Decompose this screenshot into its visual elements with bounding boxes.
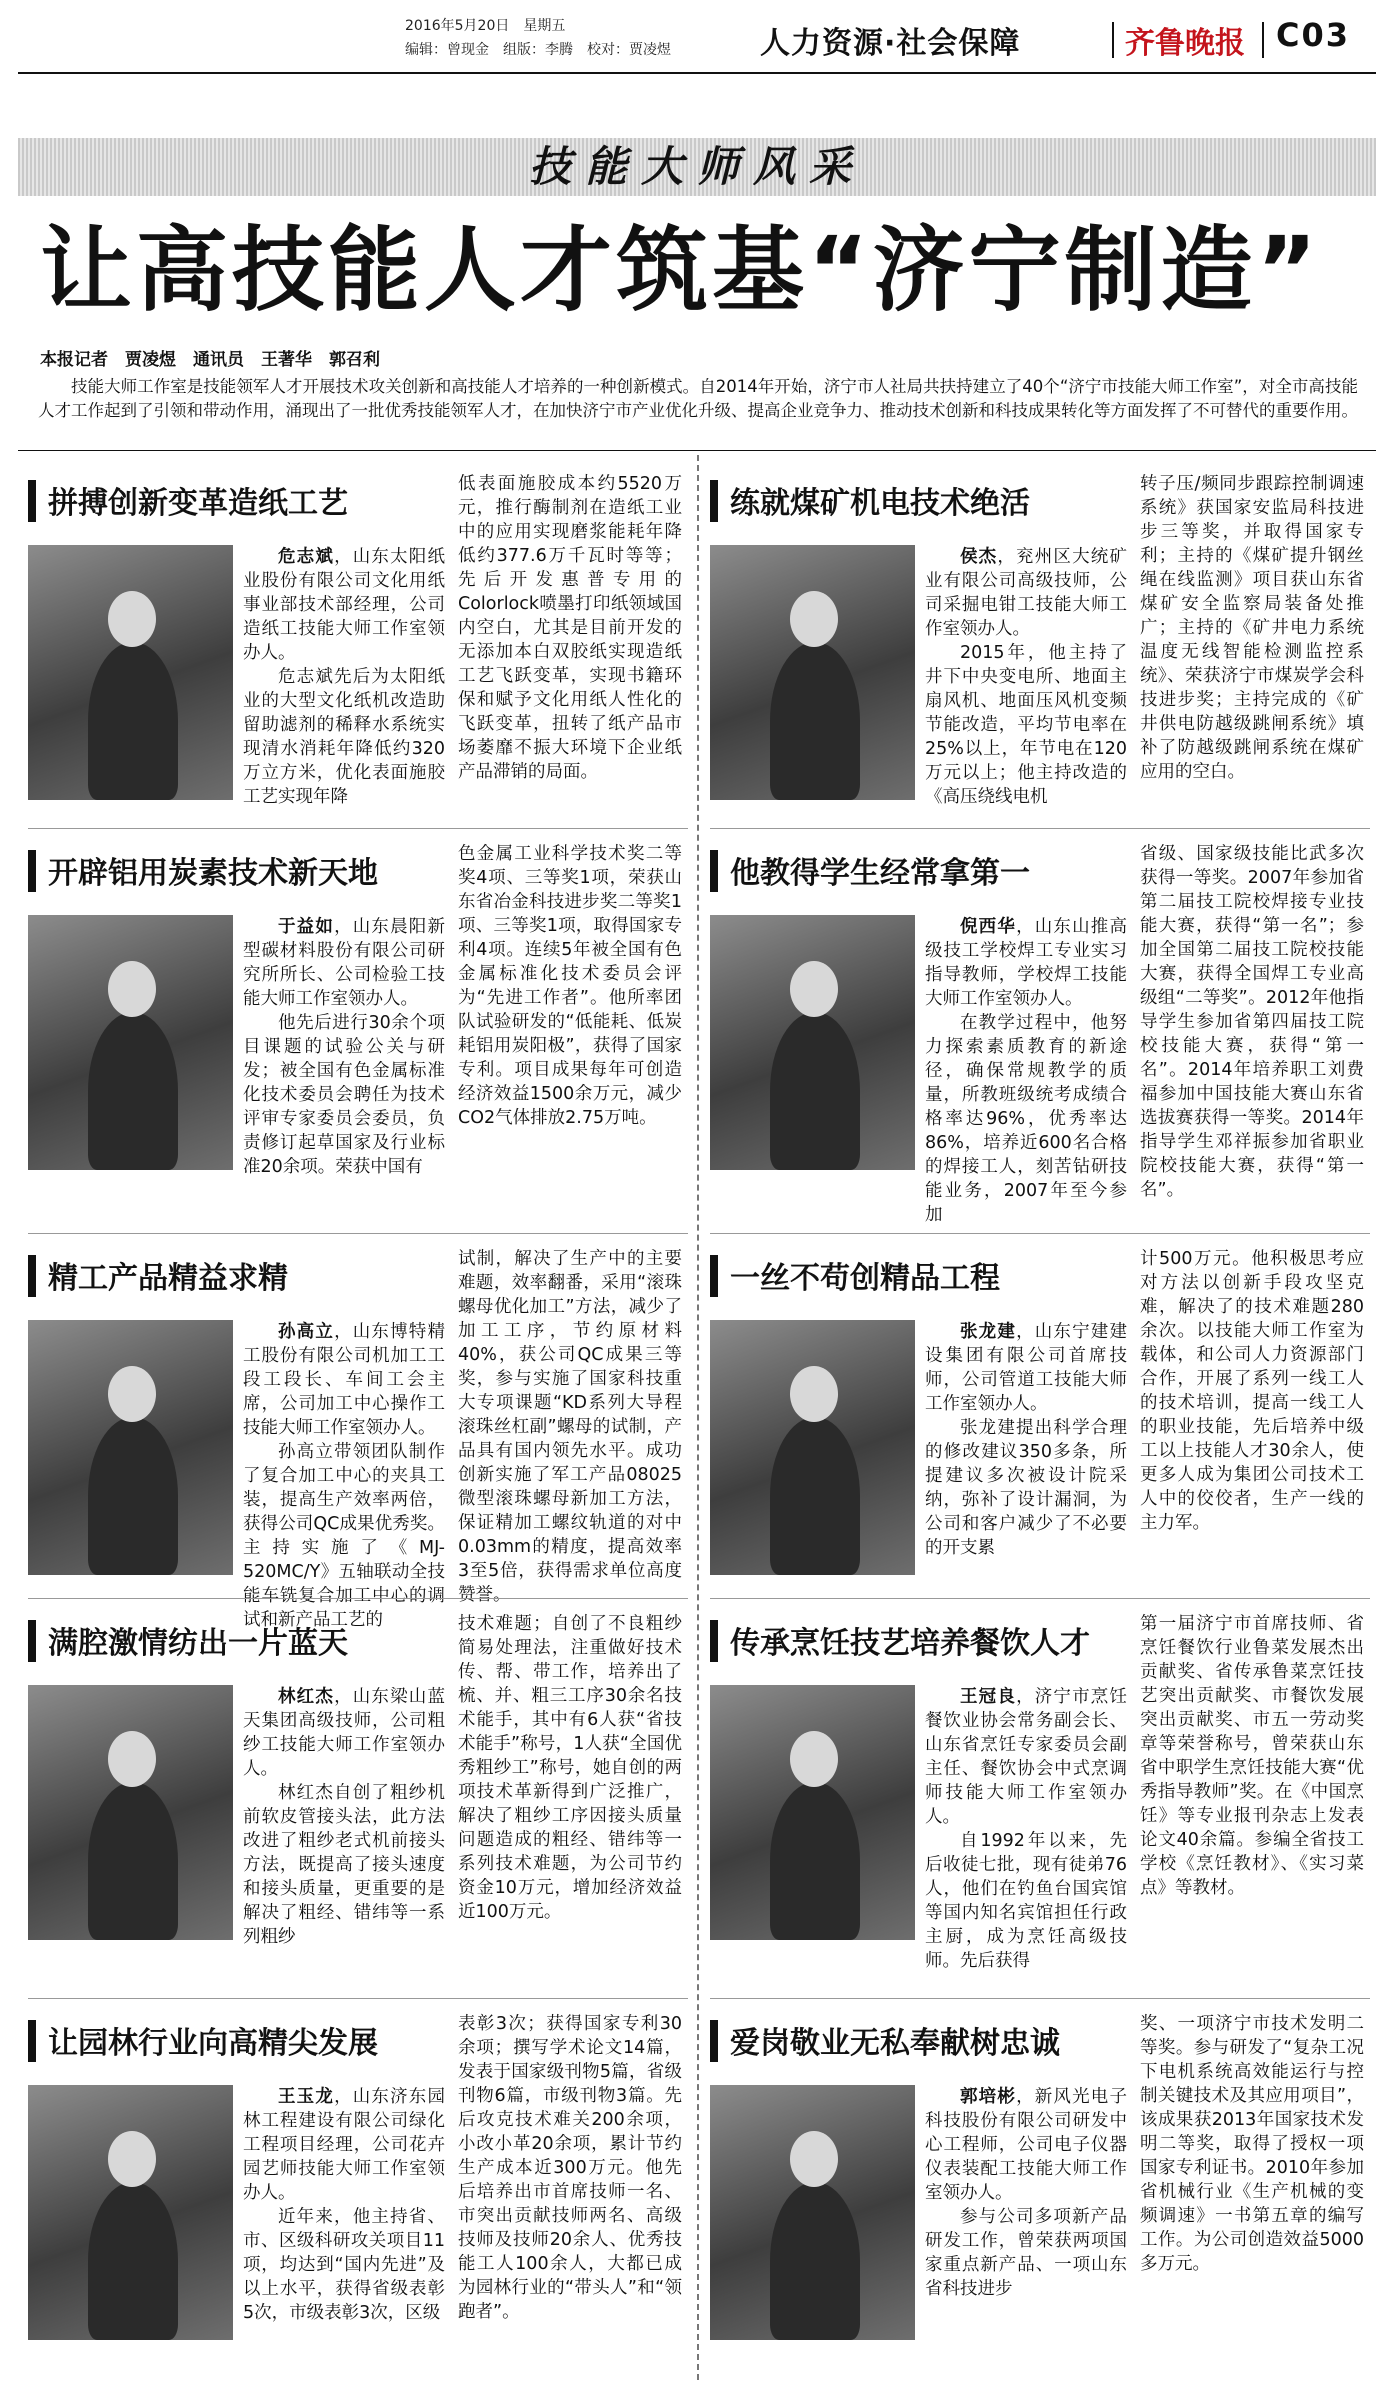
- article-separator: [28, 828, 688, 829]
- article-body-left: [925, 2085, 1127, 2375]
- article: [28, 840, 688, 1235]
- article-title-marker: [28, 1255, 36, 1297]
- article-title-marker: [710, 1255, 718, 1297]
- person-silhouette: [88, 2182, 178, 2340]
- achievement-paragraph: 近年来，他主持省、市、区级科研攻关项目11项，均达到“国内先进”及以上水平，获得省级表彰5次，市级表彰3次，区级: [243, 2207, 445, 2323]
- main-headline: 让高技能人才筑基“济宁制造”: [40, 217, 1321, 324]
- person-silhouette: [770, 1012, 860, 1170]
- person-silhouette: [770, 2182, 860, 2340]
- newspaper-logo: 齐鲁晚报: [1125, 26, 1245, 61]
- achievement-paragraph: 孙高立带领团队制作了复合加工中心的夹具工装，提高生产效率两倍，获得公司QC成果优秀奖。主持实施了《MJ-520MC/Y》五轴联动全技能车铣复合加工中心的调试和新产品工艺的: [243, 1442, 445, 1630]
- person-intro: ，山东晨阳新型碳材料股份有限公司研究所所长、公司检验工技能大师工作室领办人。: [243, 917, 445, 1009]
- article: [28, 1245, 688, 1630]
- person-face: [108, 961, 156, 1017]
- intro-paragraph: 技能大师工作室是技能领军人才开展技术攻关创新和高技能人才培养的一种创新模式。自2014年开始，济宁市人社局共扶持建立了40个“济宁市技能大师工作室”，对全市高技能人才工作起到了引领和带动作用，涌现出了一批优秀技能领军人才，在加快济宁市产业优化升级、提高企业竞争力、推动技术创新和科技成果转化等方面发挥了不可替代的重要作用。: [38, 377, 1358, 420]
- article-title: 练就煤矿机电技术绝活: [730, 486, 1030, 521]
- article-body-right: 技术难题；自创了不良粗纱简易处理法，注重做好技术传、帮、带工作，培养出了梳、并、粗三工序30余名技术能手，其中有6人获“省技术能手”称号，1人获“全国优秀粗纱工”称号，她自创的两项技术革新得到广泛推广，解决了粗纱工序因接头质量问题造成的粗经、错纬等一系列技术难题，为公司节约资金10万元，增加经济效益近100万元。: [458, 1614, 682, 1922]
- article-body-right: 色金属工业科学技术奖二等奖4项、三等奖1项，荣获山东省冶金科技进步奖二等奖1项、三等奖1项，取得国家专利4项。连续5年被全国有色金属标准化技术委员会评为“先进工作者”。他所率团队试验研发的“低能耗、低炭耗铝用炭阳极”，获得了国家专利。项目成果每年可创造经济效益1500余万元，减少CO2气体排放2.75万吨。: [458, 844, 682, 1128]
- article-title-marker: [28, 480, 36, 522]
- column-banner: [18, 138, 1376, 196]
- person-intro: ，济宁市烹饪餐饮业协会常务副会长、山东省烹饪专家委员会副主任、餐饮协会中式烹调师技能大师工作室领办人。: [925, 1687, 1127, 1827]
- article-separator: [710, 1598, 1370, 1599]
- issue-date: 2016年5月20日 星期五: [405, 18, 566, 34]
- article-body-left: [243, 1320, 445, 1630]
- article: [28, 1610, 688, 2000]
- article-body-left: [925, 1320, 1127, 1595]
- person-silhouette: [770, 1417, 860, 1575]
- person-silhouette: [88, 1782, 178, 1940]
- article-separator: [28, 1233, 688, 1234]
- person-face: [790, 591, 838, 647]
- article-body-right: 第一届济宁市首席技师、省烹饪餐饮行业鲁菜发展杰出贡献奖、省传承鲁菜烹饪技艺突出贡献奖、市餐饮发展突出贡献奖、市五一劳动奖章等荣誉称号，曾荣获山东省中职学生烹饪技能大赛“优秀指导教师”奖。在《中国烹饪》等专业报刊杂志上发表论文40余篇。参编全省技工学校《烹饪教材》、《实习菜点》等教材。: [1140, 1614, 1364, 1898]
- article-title: 爱岗敬业无私奉献树忠诚: [730, 2026, 1060, 2061]
- article: [28, 470, 688, 830]
- person-face: [108, 2131, 156, 2187]
- photo-garden: [28, 2085, 233, 2340]
- achievement-paragraph: 2015年，他主持了井下中央变电所、地面主扇风机、地面压风机变频节能改造，平均节电率在25%以上，年节电在120万元以上；他主持改造的《高压绕线电机: [925, 643, 1127, 807]
- article-separator: [28, 1998, 688, 1999]
- column-banner-title: 技能大师风采: [528, 142, 865, 191]
- person-name: 危志斌: [278, 547, 335, 567]
- article-title-marker: [710, 2020, 718, 2062]
- person-name: 林红杰: [278, 1687, 335, 1707]
- photo-machining: [28, 1320, 233, 1575]
- header-divider-2: [1262, 22, 1264, 58]
- article: [710, 1245, 1370, 1600]
- person-name: 郭培彬: [960, 2087, 1017, 2107]
- article-title-marker: [710, 850, 718, 892]
- photo-welding: [710, 915, 915, 1170]
- photo-chef: [710, 1685, 915, 1940]
- photo-electrical: [710, 2085, 915, 2340]
- person-name: 于益如: [278, 917, 335, 937]
- person-intro: ，山东宁建建设集团有限公司首席技师，公司管道工技能大师工作室领办人。: [925, 1322, 1127, 1414]
- article-body-left: [243, 2085, 445, 2375]
- article-body-right: 计500万元。他积极思考应对方法以创新手段攻坚克难，解决了的技术难题280余次。以技能大师工作室为载体，和公司人力资源部门合作，开展了系列一线工人的技术培训，提高一线工人的职业技能，先后培养中级工以上技能人才30余人，使更多人成为集团公司技术工人中的佼佼者，生产一线的主力军。: [1140, 1249, 1364, 1533]
- article-separator: [710, 1233, 1370, 1234]
- person-intro: ，山东山推高级技工学校焊工专业实习指导教师，学校焊工技能大师工作室领办人。: [925, 917, 1127, 1009]
- article-body-right: 奖、一项济宁市技术发明二等奖。参与研发了“复杂工况下电机系统高效能运行与控制关键技术及其应用项目”，该成果获2013年国家技术发明二等奖，取得了授权一项国家专利证书。2010年参加省机械行业《生产机械的变频调速》一书第五章的编写工作。为公司创造效益5000多万元。: [1140, 2014, 1364, 2274]
- section-title: 人力资源·社会保障: [760, 26, 1021, 61]
- article-title: 满腔激情纺出一片蓝天: [48, 1626, 348, 1661]
- person-silhouette: [770, 1782, 860, 1940]
- person-face: [790, 2131, 838, 2187]
- article-body-right: 表彰3次；获得国家专利30余项；撰写学术论文14篇，发表于国家级刊物5篇，省级刊物6篇，市级刊物3篇。先后攻克技术难关200余项，小改小革20余项，累计节约生产成本近300万元。他先后培养出市首席技师一名、市突出贡献技师两名、高级技师及技师20余人、优秀技能工人100余人，大都已成为园林行业的“带头人”和“领跑者”。: [458, 2014, 682, 2322]
- person-face: [790, 1366, 838, 1422]
- achievement-paragraph: 林红杰自创了粗纱机前软皮管接头法，此方法改进了粗纱老式机前接头方法，既提高了接头速度和接头质量，更重要的是解决了粗经、错纬等一系列粗纱: [243, 1783, 445, 1947]
- person-intro: ，山东太阳纸业股份有限公司文化用纸事业部技术部经理，公司造纸工技能大师工作室领办人。: [243, 547, 445, 663]
- person-name: 张龙建: [960, 1322, 1017, 1342]
- person-silhouette: [88, 642, 178, 800]
- article: [28, 2010, 688, 2380]
- article-title-marker: [710, 480, 718, 522]
- person-silhouette: [88, 1012, 178, 1170]
- column-divider: [697, 455, 699, 2380]
- person-face: [108, 1366, 156, 1422]
- article-title-marker: [28, 1620, 36, 1662]
- person-name: 倪西华: [960, 917, 1017, 937]
- achievement-paragraph: 张龙建提出科学合理的修改建议350多条，所提建议多次被设计院采纳，弥补了设计漏洞，为公司和客户减少了不必要的开支累: [925, 1418, 1127, 1558]
- achievement-paragraph: 自1992年以来，先后收徒七批，现有徒弟76人，他们在钓鱼台国宾馆等国内知名宾馆担任行政主厨，成为烹饪高级技师。先后获得: [925, 1831, 1127, 1971]
- intro-rule: [18, 450, 1376, 451]
- photo-miner: [710, 545, 915, 800]
- article-body-right: 试制，解决了生产中的主要难题，效率翻番，采用“滚珠螺母优化加工”方法，减少了加工工序，节约原材料40%，获公司QC成果三等奖，参与实施了国家科技重大专项课题“KD系列大导程滚珠丝杠副”螺母的试制，产品具有国内领先水平。成功创新实施了军工产品08025微型滚珠螺母新加工方法，保证精加工螺纹轨道的对中0.03mm的精度，提高效率3至5倍，获得需求单位高度赞誉。: [458, 1249, 682, 1605]
- article-body-right: 省级、国家级技能比武多次获得一等奖。2007年参加省第二届技工院校焊接专业技能大赛，获得“第一名”；参加全国第二届技工院校技能大赛，获得全国焊工专业高级组“二等奖”。2012年他指导学生参加省第四届技工院校技能大赛，获得“第一名”。2014年培养职工刘费福参加中国技能大赛山东省选拔赛获得一等奖。2014年指导学生邓祥振参加省职业院校技能大赛，获得“第一名”。: [1140, 844, 1364, 1200]
- page-number: C03: [1276, 16, 1351, 54]
- photo-textile: [28, 1685, 233, 1940]
- article-separator: [710, 828, 1370, 829]
- article-body-left: [925, 1685, 1127, 1995]
- article-title-marker: [28, 2020, 36, 2062]
- article-title: 让园林行业向高精尖发展: [48, 2026, 378, 2061]
- achievement-paragraph: 他先后进行30余个项目课题的试验公关与研发；被全国有色金属标准化技术委员会聘任为技术评审专家委员会委员，负责修订起草国家及行业标准20余项。荣获中国有: [243, 1013, 445, 1177]
- article-body-left: [243, 915, 445, 1230]
- article-body-left: [243, 1685, 445, 1995]
- person-intro: ，新风光电子科技股份有限公司研发中心工程师，公司电子仪器仪表装配工技能大师工作室领办人。: [925, 2087, 1127, 2203]
- article-title: 开辟铝用炭素技术新天地: [48, 856, 378, 891]
- article: [710, 840, 1370, 1235]
- person-intro: ，兖州区大统矿业有限公司高级技师，公司采掘电钳工技能大师工作室领办人。: [925, 547, 1127, 639]
- article-body-left: [925, 915, 1127, 1230]
- person-face: [108, 591, 156, 647]
- photo-construction: [710, 1320, 915, 1575]
- header-divider: [1112, 22, 1114, 58]
- achievement-paragraph: 参与公司多项新产品研发工作，曾荣获两项国家重点新产品、一项山东省科技进步: [925, 2207, 1127, 2299]
- article-body-right: 转子压/频同步跟踪控制调速系统》获国家安监局科技进步三等奖，并取得国家专利；主持的《煤矿提升钢丝绳在线监测》项目获山东省煤矿安全监察局装备处推广；主持的《矿井电力系统温度无线智能检测监控系统》、荣获济宁市煤炭学会科技进步奖；主持完成的《矿井供电防越级跳闸系统》填补了防越级跳闸系统在煤矿应用的空白。: [1140, 474, 1364, 782]
- photo-carbon: [28, 915, 233, 1170]
- achievement-paragraph: 在教学过程中，他努力探索素质教育的新途径，确保常规教学的质量，所教班级统考成绩合格率达96%，优秀率达86%，培养近600名合格的焊接工人，刻苦钻研技能业务，2007年至今参加: [925, 1013, 1127, 1225]
- person-name: 孙高立: [278, 1322, 335, 1342]
- article-body-right: 低表面施胶成本约5520万元，推行酶制剂在造纸工业中的应用实现磨浆能耗年降低约377.6万千瓦时等等；先后开发惠普专用的Colorlock喷墨打印纸领域国内空白，尤其是目前开发的无添加本白双胶纸实现造纸工艺飞跃变革，实现书籍环保和赋予文化用纸人性化的飞跃变革，扭转了纸产品市场萎靡不振大环境下企业纸产品滞销的局面。: [458, 474, 682, 782]
- person-intro: ，山东济东园林工程建设有限公司绿化工程项目经理，公司花卉园艺师技能大师工作室领办人。: [243, 2087, 445, 2203]
- photo-paper-lab: [28, 545, 233, 800]
- header-rule: [18, 72, 1376, 74]
- person-face: [790, 961, 838, 1017]
- achievement-paragraph: 危志斌先后为太阳纸业的大型文化纸机改造助留助滤剂的稀释水系统实现清水消耗年降低约320万立方米，优化表面施胶工艺实现年降: [243, 667, 445, 807]
- person-face: [108, 1731, 156, 1787]
- article-title: 一丝不苟创精品工程: [730, 1261, 1000, 1296]
- article-separator: [28, 1598, 688, 1599]
- editor-credits: 编辑：曾现金 组版：李腾 校对：贾凌煜: [405, 42, 671, 58]
- person-intro: ，山东梁山蓝天集团高级技师，公司粗纱工技能大师工作室领办人。: [243, 1687, 445, 1779]
- person-intro: ，山东博特精工股份有限公司机加工工段工段长、车间工会主席，公司加工中心操作工技能大师工作室领办人。: [243, 1322, 445, 1438]
- article-title-marker: [28, 850, 36, 892]
- article: [710, 2010, 1370, 2380]
- article-title: 拼搏创新变革造纸工艺: [48, 486, 348, 521]
- article-separator: [710, 1998, 1370, 1999]
- article-body-left: [925, 545, 1127, 825]
- article-body-left: [243, 545, 445, 825]
- person-name: 王玉龙: [278, 2087, 335, 2107]
- person-face: [790, 1731, 838, 1787]
- person-silhouette: [88, 1417, 178, 1575]
- person-name: 侯杰: [960, 547, 998, 567]
- person-silhouette: [770, 642, 860, 800]
- byline: 本报记者 贾凌煜 通讯员 王著华 郭召利: [40, 350, 380, 370]
- article-title: 精工产品精益求精: [48, 1261, 288, 1296]
- article-title: 传承烹饪技艺培养餐饮人才: [730, 1626, 1090, 1661]
- article: [710, 1610, 1370, 2000]
- article-title: 他教得学生经常拿第一: [730, 856, 1030, 891]
- article: [710, 470, 1370, 830]
- person-name: 王冠良: [960, 1687, 1017, 1707]
- article-title-marker: [710, 1620, 718, 1662]
